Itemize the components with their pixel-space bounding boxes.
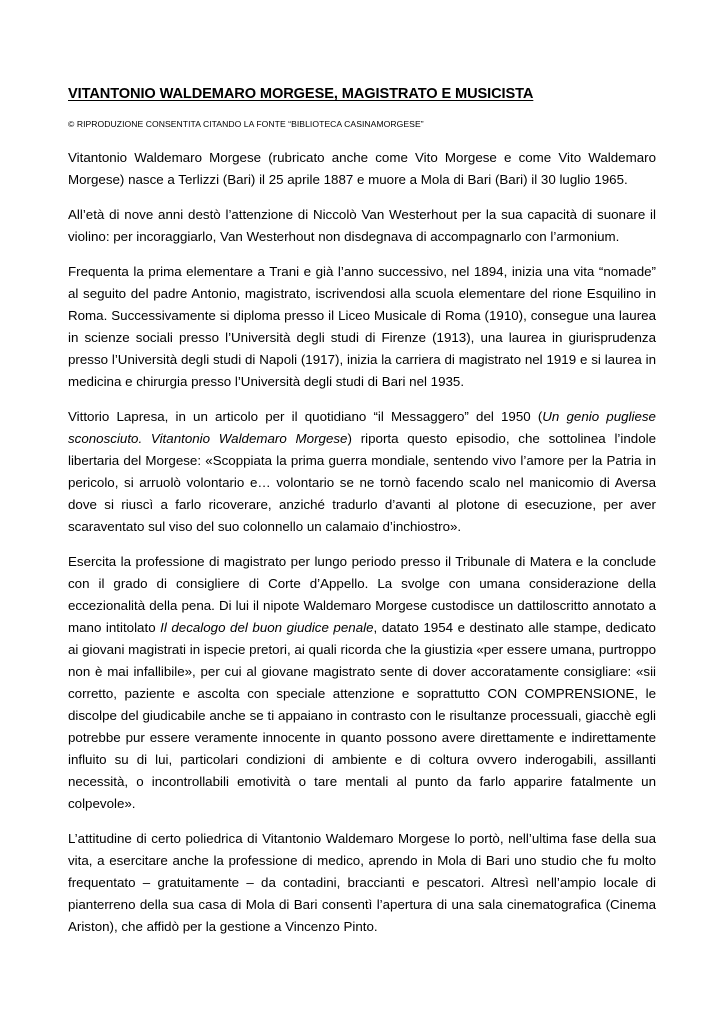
paragraph-text: Esercita la professione di magistrato per lungo periodo presso il Tribunale di Matera e la conclude con il grado di consigliere di Corte d’Appello. La svolge con umana considerazione della eccezionalità della pena. Di lui il nipote Waldemaro Morgese custodisce un dattiloscritto annotato a mano intitolato [68,554,656,635]
paragraph-education: Frequenta la prima elementare a Trani e già l’anno successivo, nel 1894, inizia una vita “nomade” al seguito del padre Antonio, magistrato, iscrivendosi alla scuola elementare del rione Esquilino in Roma. Successivamente si diploma presso il Liceo Musicale di Roma (1910), consegue una laurea in scienze sociali presso l’Università degli studi di Firenze (1913), una laurea in giurisprudenza presso l’Università degli studi di Napoli (1917), inizia la carriera di magistrato nel 1919 e si laurea in medicina e chirurgia presso l’Università degli studi di Bari nel 1935. [68,264,656,389]
article-title-italic: Un genio pugliese sconosciuto. Vitantonio Waldemaro Morgese [68,409,656,446]
copyright-notice: © RIPRODUZIONE CONSENTITA CITANDO LA FONTE “BIBLIOTECA CASINAMORGESE” [68,119,424,129]
paragraph-late-life: L’attitudine di certo poliedrica di Vitantonio Waldemaro Morgese lo portò, nell’ultima fase della sua vita, a esercitare anche la professione di medico, aprendo in Mola di Bari uno studio che fu molto frequentato – gratuitamente – da contadini, braccianti e pescatori. Altresì nell’ampio locale di pianterreno della sua casa di Mola di Bari consentì l’apertura di una sala cinematografica (Cinema Ariston), che affidò per la gestione a Vincenzo Pinto. [68,831,656,934]
paragraph-text: ) riporta questo episodio, che sottolinea l’indole libertaria del Morgese: «Scoppiata la prima guerra mondiale, sentendo vivo l’amore per la Patria in pericolo, si arruolò volontario e… volontario se ne tornò facendo scalo nel manicomio di Aversa dove si riuscì a farlo ricoverare, anziché tradurlo d’avanti al plotone di esecuzione, per aver scaraventato sul viso del suo colonnello un calamaio d’inchiostro». [68,431,656,534]
paragraph-text: Vittorio Lapresa, in un articolo per il quotidiano “il Messaggero” del 1950 ( [68,409,543,424]
paragraph-childhood: All’età di nove anni destò l’attenzione di Niccolò Van Westerhout per la sua capacità di suonare il violino: per incoraggiarlo, Van Westerhout non disdegnava di accompagnarlo con l’armonium. [68,207,656,244]
paragraph-lapresa-article [68,406,656,538]
decalogue-title-italic: Il decalogo del buon giudice penale [160,620,374,635]
paragraph-magistrate-career [68,551,656,815]
document-page [68,86,656,951]
paragraph-text: , datato 1954 e destinato alle stampe, dedicato ai giovani magistrati in ispecie pretori, ai quali ricorda che la giustizia «per essere umana, purtroppo non è mai infallibile», per cui al giovane magistrato sente di dover accoratamente consigliare: «sii corretto, paziente e ascolta con speciale attenzione e soprattutto CON COMPRENSIONE, le discolpe del giudicabile anche se ti appaiano in contrasto con le risultanze processuali, giacchè egli potrebbe pur essere veramente innocente in quanto possono avere direttamente e indirettamente influito su di lui, particolari condizioni di ambiente e di coltura ovvero inderogabili, assillanti necessità, o incontrollabili emotività o tare mentali al punto da farlo apparire fatalmente un colpevole». [68,620,656,811]
paragraph-birth: Vitantonio Waldemaro Morgese (rubricato anche come Vito Morgese e come Vito Waldemaro Morgese) nasce a Terlizzi (Bari) il 25 aprile 1887 e muore a Mola di Bari (Bari) il 30 luglio 1965. [68,150,656,187]
document-title: VITANTONIO WALDEMARO MORGESE, MAGISTRATO E MUSICISTA [68,86,534,102]
